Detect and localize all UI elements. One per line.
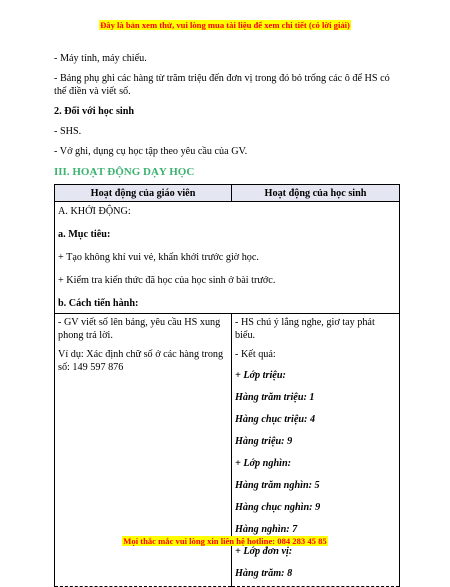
goal-label: a. Mục tiêu: bbox=[58, 229, 111, 240]
preview-notice bbox=[0, 20, 450, 30]
ten-thousands: Hàng chục nghìn: 9 bbox=[235, 502, 321, 513]
teacher-instruction: - GV viết số lên bảng, yêu cầu HS xung phong trả lời. bbox=[58, 317, 221, 341]
student-item-supplies: - Vở ghi, dụng cụ học tập theo yêu cầu của GV. bbox=[54, 146, 248, 157]
hundreds: Hàng trăm: 8 bbox=[235, 568, 293, 579]
col-student-header: Hoạt động của học sinh bbox=[232, 185, 400, 202]
activity-intro-cell bbox=[55, 202, 400, 314]
teacher-item-board: - Bảng phụ ghi các hàng từ trăm triệu đến đơn vị trong đó bỏ trống các ô để HS có thể điền và viết số. bbox=[54, 73, 390, 97]
hotline-notice-text: Mọi thắc mắc vui lòng xin liên hệ hotline: 084 283 45 85 bbox=[123, 536, 327, 546]
unit-class: + Lớp đơn vị: bbox=[235, 546, 293, 557]
million-class: + Lớp triệu: bbox=[235, 370, 286, 381]
student-heading: 2. Đối với học sinh bbox=[54, 106, 135, 117]
preview-notice-text: Đây là bản xem thử, vui lòng mua tài liệu để xem chi tiết (có lời giải) bbox=[100, 20, 350, 30]
col-teacher-header: Hoạt động của giáo viên bbox=[55, 185, 232, 202]
section-title: III. HOẠT ĐỘNG DẠY HỌC bbox=[54, 166, 195, 178]
table-header-row bbox=[55, 185, 400, 202]
result-label: - Kết quả: bbox=[235, 349, 276, 360]
method-label: b. Cách tiến hành: bbox=[58, 298, 139, 309]
hundred-thousands: Hàng trăm nghìn: 5 bbox=[235, 480, 320, 491]
goal-item: + Kiểm tra kiến thức đã học của học sinh ở bài trước. bbox=[58, 275, 276, 286]
thousands: Hàng nghìn: 7 bbox=[235, 524, 298, 535]
millions: Hàng triệu: 9 bbox=[235, 436, 293, 447]
teacher-example: Ví dụ: Xác định chữ số ở các hàng trong số: 149 597 876 bbox=[58, 349, 224, 373]
student-item-book: - SHS. bbox=[54, 126, 82, 137]
hotline-notice bbox=[0, 536, 450, 546]
teacher-item-computer: - Máy tính, máy chiếu. bbox=[54, 53, 147, 64]
goal-item: + Tạo không khí vui vẻ, khấn khởi trước giờ học. bbox=[58, 252, 259, 263]
activity-title: A. KHỞI ĐỘNG: bbox=[58, 206, 131, 217]
activity-table bbox=[54, 184, 400, 587]
thousand-class: + Lớp nghìn: bbox=[235, 458, 291, 469]
document-body bbox=[54, 44, 400, 587]
ten-millions: Hàng chục triệu: 4 bbox=[235, 414, 316, 425]
hundred-millions: Hàng trăm triệu: 1 bbox=[235, 392, 315, 403]
student-response: - HS chú ý lắng nghe, giơ tay phát biểu. bbox=[235, 317, 375, 341]
activity-intro-row bbox=[55, 202, 400, 314]
